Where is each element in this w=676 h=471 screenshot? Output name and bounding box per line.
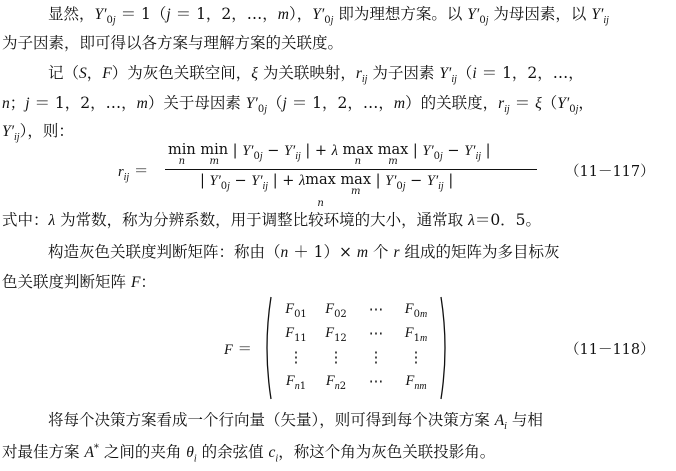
matrix-cell: ⋮ — [328, 350, 344, 366]
left-parenthesis — [262, 296, 272, 400]
matrix-row — [276, 346, 436, 370]
matrix-cell: ⋮ — [368, 350, 384, 366]
matrix-cell: $F_{0m}$ — [404, 300, 428, 320]
equation-number: （11－118） — [565, 342, 655, 358]
matrix — [276, 298, 436, 394]
matrix-row — [276, 298, 436, 322]
matrix-row — [276, 322, 436, 346]
matrix-cell: $F_{1m}$ — [404, 324, 428, 344]
matrix-cell: ⋮ — [408, 350, 424, 366]
matrix-cell: ⋯ — [368, 302, 384, 318]
matrix-cell: $F_{12}$ — [325, 324, 347, 344]
matrix-cell: ⋯ — [368, 374, 384, 390]
equation-lhs: F ＝ — [224, 342, 252, 358]
text-line: 构造灰色关联度判断矩阵：称由（n ＋ 1）× m 个 r 组成的矩阵为多目标灰 — [48, 243, 560, 261]
matrix-cell: ⋯ — [368, 326, 384, 342]
fraction-numerator: min n min m | $Y'_{0j} - Y'_{ij}$ | + λ max n max m | $Y'_{0j} - Y'_{ij}$ | — [168, 142, 491, 167]
text-line: $Y'_{ij}$），则： — [2, 122, 74, 144]
text-line: 对最佳方案 A* 之间的夹角 $\theta_i$ 的余弦值 $c_i$，称这个角为灰色关联投影角。 — [2, 443, 496, 465]
equation-number: （11－117） — [565, 164, 655, 180]
text-line: n；j ＝ 1，2，…，m）关于母因素 $Y'_{0j}(j = 1$，2，…，m）的关联度，$r_{ij} = \xi(Y'_{0j}$， — [2, 94, 594, 116]
right-parenthesis — [440, 296, 450, 400]
text-line: 为子因素，即可得以各方案与理解方案的关联度。 — [2, 34, 344, 52]
text-line: 显然，$Y'_{0j} = 1(j = 1$，2，…，m），$Y'_{0j}$ 即为理想方案。以 $Y'_{0j}$ 为母因素，以 $Y'_{ij}$ — [48, 5, 609, 27]
matrix-cell: $F_{n1}$ — [285, 372, 307, 392]
matrix-cell: ⋮ — [288, 350, 304, 366]
text-line: 将每个决策方案看成一个行向量（矢量），则可得到每个决策方案 $A_i$ 与相 — [48, 411, 543, 433]
text-line: 色关联度判断矩阵 F： — [2, 273, 156, 291]
matrix-cell: $F_{n2}$ — [325, 372, 347, 392]
matrix-cell: $F_{02}$ — [325, 300, 347, 320]
matrix-cell: $F_{11}$ — [285, 324, 307, 344]
matrix-row — [276, 370, 436, 394]
text-line: 记（S，F）为灰色关联空间，ξ 为关联映射，$r_{ij}$ 为子因素 $Y'_{ij}(i = 1$，2，…， — [48, 64, 584, 86]
equation-lhs: $r_{ij}$ ＝ — [118, 164, 149, 183]
matrix-cell: $F_{01}$ — [285, 300, 307, 320]
fraction-bar — [165, 169, 537, 170]
fraction-denominator: | $Y'_{0j} - Y'_{ij}$ | + λmax n max m | $Y'_{0j} - Y'_{ij}$ | — [200, 172, 454, 209]
text-line: 式中：λ 为常数，称为分辨系数，用于调整比较环境的大小，通常取 λ＝0．5。 — [2, 211, 542, 229]
matrix-cell: $F_{nm}$ — [405, 372, 427, 392]
